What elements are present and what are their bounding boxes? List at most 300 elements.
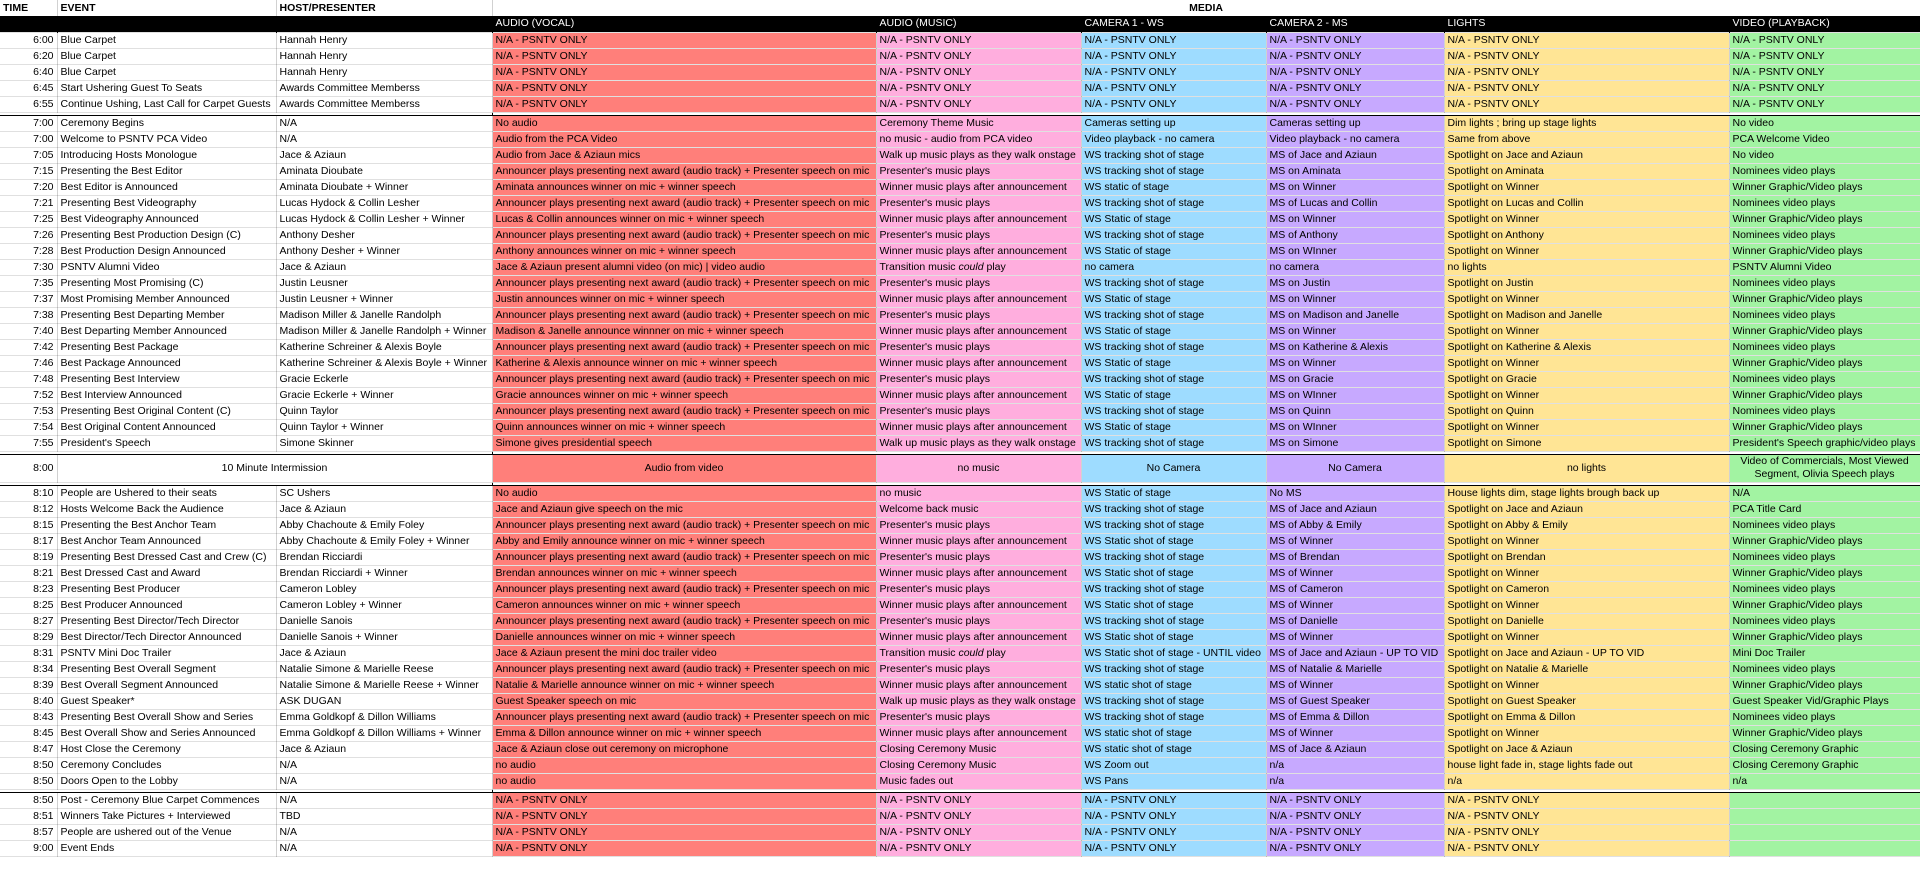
time-cell[interactable]: 7:26 [0,227,57,243]
audio-vocal-cell[interactable]: Audio from the PCA Video [492,131,876,147]
camera1-cell[interactable]: WS Static of stage [1081,323,1266,339]
event-cell[interactable]: President's Speech [57,435,276,451]
host-cell[interactable]: N/A [276,840,492,856]
camera1-cell[interactable]: no camera [1081,259,1266,275]
video-cell[interactable]: Winner Graphic/Video plays [1729,565,1920,581]
video-cell[interactable]: Nominees video plays [1729,163,1920,179]
audio-vocal-cell[interactable]: Announcer plays presenting next award (audio track) + Presenter speech on mic [492,195,876,211]
host-cell[interactable]: Hannah Henry [276,64,492,80]
lights-cell[interactable]: Spotlight on Brendan [1444,549,1729,565]
time-cell[interactable]: 7:40 [0,323,57,339]
time-cell[interactable]: 9:00 [0,840,57,856]
event-cell[interactable]: Best Package Announced [57,355,276,371]
video-cell[interactable]: N/A - PSNTV ONLY [1729,48,1920,64]
audio-vocal-cell[interactable]: Quinn announces winner on mic + winner speech [492,419,876,435]
camera1-cell[interactable]: WS tracking shot of stage [1081,517,1266,533]
event-cell[interactable]: Hosts Welcome Back the Audience [57,501,276,517]
video-cell[interactable] [1729,824,1920,840]
video-cell[interactable]: Nominees video plays [1729,549,1920,565]
audio-vocal-cell[interactable]: Natalie & Marielle announce winner on mic + winner speech [492,677,876,693]
camera1-cell[interactable]: WS static shot of stage [1081,677,1266,693]
audio-music-cell[interactable]: Presenter's music plays [876,613,1081,629]
video-cell[interactable] [1729,840,1920,856]
camera2-cell[interactable]: MS of Winner [1266,565,1444,581]
audio-vocal-cell[interactable]: Announcer plays presenting next award (audio track) + Presenter speech on mic [492,581,876,597]
event-cell[interactable]: Presenting Best Videography [57,195,276,211]
camera2-cell[interactable]: MS of Winner [1266,725,1444,741]
audio-vocal-cell[interactable]: no audio [492,773,876,789]
host-cell[interactable]: Quinn Taylor [276,403,492,419]
lights-cell[interactable]: Spotlight on Justin [1444,275,1729,291]
audio-vocal-cell[interactable]: Simone gives presidential speech [492,435,876,451]
camera1-cell[interactable]: WS tracking shot of stage [1081,147,1266,163]
event-cell[interactable]: Best Anchor Team Announced [57,533,276,549]
video-cell[interactable]: Closing Ceremony Graphic [1729,741,1920,757]
audio-vocal-cell[interactable]: Announcer plays presenting next award (audio track) + Presenter speech on mic [492,163,876,179]
video-cell[interactable]: No video [1729,147,1920,163]
audio-music-cell[interactable]: N/A - PSNTV ONLY [876,792,1081,808]
video-cell[interactable]: N/A - PSNTV ONLY [1729,64,1920,80]
camera2-cell[interactable]: MS of Brendan [1266,549,1444,565]
camera2-cell[interactable]: MS of Jace & Aziaun [1266,741,1444,757]
audio-vocal-cell[interactable]: Announcer plays presenting next award (audio track) + Presenter speech on mic [492,227,876,243]
lights-cell[interactable]: N/A - PSNTV ONLY [1444,48,1729,64]
video-cell[interactable]: Winner Graphic/Video plays [1729,291,1920,307]
time-cell[interactable]: 8:19 [0,549,57,565]
event-cell[interactable]: Presenting Most Promising (C) [57,275,276,291]
audio-vocal-cell[interactable]: Brendan announces winner on mic + winner speech [492,565,876,581]
event-cell[interactable]: People are Ushered to their seats [57,485,276,501]
time-cell[interactable]: 7:52 [0,387,57,403]
camera2-cell[interactable]: MS on Winner [1266,323,1444,339]
video-cell[interactable]: Winner Graphic/Video plays [1729,629,1920,645]
camera2-cell[interactable]: MS on Simone [1266,435,1444,451]
audio-music-cell[interactable]: Ceremony Theme Music [876,115,1081,131]
camera2-cell[interactable]: n/a [1266,757,1444,773]
audio-music-cell[interactable]: Music fades out [876,773,1081,789]
lights-cell[interactable]: N/A - PSNTV ONLY [1444,808,1729,824]
lights-cell[interactable]: N/A - PSNTV ONLY [1444,96,1729,112]
event-cell[interactable]: Best Director/Tech Director Announced [57,629,276,645]
time-cell[interactable]: 8:34 [0,661,57,677]
event-cell[interactable]: Presenting Best Director/Tech Director [57,613,276,629]
audio-vocal-cell[interactable]: Audio from video [492,454,876,482]
video-cell[interactable]: Winner Graphic/Video plays [1729,179,1920,195]
camera1-cell[interactable]: WS tracking shot of stage [1081,307,1266,323]
time-cell[interactable]: 7:05 [0,147,57,163]
camera1-cell[interactable]: WS Static shot of stage [1081,533,1266,549]
camera2-cell[interactable]: MS on Quinn [1266,403,1444,419]
host-cell[interactable]: Madison Miller & Janelle Randolph + Winner [276,323,492,339]
time-cell[interactable]: 8:43 [0,709,57,725]
audio-music-cell[interactable]: Winner music plays after announcement [876,533,1081,549]
audio-music-cell[interactable]: Winner music plays after announcement [876,355,1081,371]
video-cell[interactable]: Nominees video plays [1729,307,1920,323]
time-cell[interactable]: 6:00 [0,32,57,48]
lights-cell[interactable]: Spotlight on Winner [1444,533,1729,549]
audio-vocal-cell[interactable]: Jace & Aziaun present the mini doc trailer video [492,645,876,661]
lights-cell[interactable]: N/A - PSNTV ONLY [1444,792,1729,808]
time-cell[interactable]: 8:12 [0,501,57,517]
video-cell[interactable]: Winner Graphic/Video plays [1729,211,1920,227]
audio-vocal-cell[interactable]: Announcer plays presenting next award (audio track) + Presenter speech on mic [492,613,876,629]
lights-cell[interactable]: Dim lights ; bring up stage lights [1444,115,1729,131]
event-cell[interactable]: Guest Speaker* [57,693,276,709]
camera1-cell[interactable]: WS Static shot of stage [1081,629,1266,645]
camera2-cell[interactable]: No MS [1266,485,1444,501]
time-cell[interactable]: 6:20 [0,48,57,64]
audio-music-cell[interactable]: N/A - PSNTV ONLY [876,64,1081,80]
camera1-cell[interactable]: WS Zoom out [1081,757,1266,773]
camera2-cell[interactable]: MS of Natalie & Marielle [1266,661,1444,677]
host-cell[interactable]: ASK DUGAN [276,693,492,709]
host-cell[interactable]: Awards Committee Memberss [276,80,492,96]
video-cell[interactable]: Winner Graphic/Video plays [1729,725,1920,741]
lights-cell[interactable]: Spotlight on Winner [1444,419,1729,435]
event-cell[interactable]: Best Original Content Announced [57,419,276,435]
audio-vocal-cell[interactable]: Guest Speaker speech on mic [492,693,876,709]
lights-cell[interactable]: Spotlight on Gracie [1444,371,1729,387]
host-cell[interactable]: Lucas Hydock & Collin Lesher [276,195,492,211]
audio-vocal-cell[interactable]: Announcer plays presenting next award (audio track) + Presenter speech on mic [492,275,876,291]
audio-music-cell[interactable]: Walk up music plays as they walk onstage [876,147,1081,163]
audio-vocal-cell[interactable]: Jace & Aziaun present alumni video (on mic) | video audio [492,259,876,275]
host-cell[interactable]: Brendan Ricciardi [276,549,492,565]
camera2-cell[interactable]: MS of Winner [1266,533,1444,549]
time-cell[interactable]: 8:15 [0,517,57,533]
audio-music-cell[interactable]: Presenter's music plays [876,709,1081,725]
time-cell[interactable]: 7:38 [0,307,57,323]
video-cell[interactable]: Nominees video plays [1729,195,1920,211]
audio-music-cell[interactable]: Presenter's music plays [876,163,1081,179]
camera2-cell[interactable]: MS on Winner [1266,355,1444,371]
camera1-cell[interactable]: N/A - PSNTV ONLY [1081,48,1266,64]
time-cell[interactable]: 7:46 [0,355,57,371]
host-cell[interactable]: TBD [276,808,492,824]
host-cell[interactable]: Gracie Eckerle + Winner [276,387,492,403]
event-cell[interactable]: Continue Ushing, Last Call for Carpet Guests [57,96,276,112]
audio-vocal-cell[interactable]: Emma & Dillon announce winner on mic + winner speech [492,725,876,741]
camera1-cell[interactable]: WS Static of stage [1081,387,1266,403]
audio-vocal-cell[interactable]: Announcer plays presenting next award (audio track) + Presenter speech on mic [492,661,876,677]
video-cell[interactable]: N/A [1729,485,1920,501]
camera2-cell[interactable]: N/A - PSNTV ONLY [1266,824,1444,840]
host-cell[interactable]: Katherine Schreiner & Alexis Boyle [276,339,492,355]
audio-vocal-cell[interactable]: N/A - PSNTV ONLY [492,840,876,856]
time-cell[interactable]: 7:25 [0,211,57,227]
camera1-cell[interactable]: WS tracking shot of stage [1081,581,1266,597]
audio-vocal-cell[interactable]: Announcer plays presenting next award (audio track) + Presenter speech on mic [492,307,876,323]
event-cell[interactable]: Start Ushering Guest To Seats [57,80,276,96]
camera2-cell[interactable]: Cameras setting up [1266,115,1444,131]
lights-cell[interactable]: N/A - PSNTV ONLY [1444,32,1729,48]
camera2-cell[interactable]: MS of Danielle [1266,613,1444,629]
time-cell[interactable]: 7:37 [0,291,57,307]
host-cell[interactable]: Cameron Lobley [276,581,492,597]
camera2-cell[interactable]: N/A - PSNTV ONLY [1266,808,1444,824]
audio-music-cell[interactable]: no music [876,454,1081,482]
event-cell[interactable]: Presenting Best Original Content (C) [57,403,276,419]
host-cell[interactable]: Lucas Hydock & Collin Lesher + Winner [276,211,492,227]
time-cell[interactable]: 7:48 [0,371,57,387]
audio-music-cell[interactable]: Winner music plays after announcement [876,419,1081,435]
video-cell[interactable]: Winner Graphic/Video plays [1729,533,1920,549]
camera1-cell[interactable]: WS static of stage [1081,179,1266,195]
host-cell[interactable]: Justin Leusner + Winner [276,291,492,307]
audio-music-cell[interactable]: Closing Ceremony Music [876,757,1081,773]
camera2-cell[interactable]: MS of Lucas and Collin [1266,195,1444,211]
time-cell[interactable]: 8:29 [0,629,57,645]
host-cell[interactable]: Brendan Ricciardi + Winner [276,565,492,581]
camera1-cell[interactable]: WS Static of stage [1081,291,1266,307]
time-cell[interactable]: 7:21 [0,195,57,211]
audio-music-cell[interactable]: N/A - PSNTV ONLY [876,32,1081,48]
time-cell[interactable]: 8:10 [0,485,57,501]
audio-music-cell[interactable]: Presenter's music plays [876,307,1081,323]
lights-cell[interactable]: Spotlight on Winner [1444,179,1729,195]
time-cell[interactable]: 6:40 [0,64,57,80]
video-cell[interactable]: PSNTV Alumni Video [1729,259,1920,275]
video-cell[interactable]: Nominees video plays [1729,709,1920,725]
camera1-cell[interactable]: Cameras setting up [1081,115,1266,131]
lights-cell[interactable]: Spotlight on Simone [1444,435,1729,451]
lights-cell[interactable]: Spotlight on Winner [1444,629,1729,645]
audio-music-cell[interactable]: Winner music plays after announcement [876,243,1081,259]
lights-cell[interactable]: N/A - PSNTV ONLY [1444,80,1729,96]
time-cell[interactable]: 7:15 [0,163,57,179]
video-cell[interactable]: Winner Graphic/Video plays [1729,323,1920,339]
video-cell[interactable]: PCA Welcome Video [1729,131,1920,147]
host-cell[interactable]: Abby Chachoute & Emily Foley + Winner [276,533,492,549]
video-cell[interactable]: Mini Doc Trailer [1729,645,1920,661]
lights-cell[interactable]: N/A - PSNTV ONLY [1444,64,1729,80]
time-cell[interactable]: 8:45 [0,725,57,741]
camera1-cell[interactable]: WS Static shot of stage - UNTIL video [1081,645,1266,661]
time-cell[interactable]: 6:45 [0,80,57,96]
audio-vocal-cell[interactable]: Announcer plays presenting next award (audio track) + Presenter speech on mic [492,549,876,565]
camera2-cell[interactable]: MS of Winner [1266,629,1444,645]
time-cell[interactable]: 7:42 [0,339,57,355]
camera2-cell[interactable]: No Camera [1266,454,1444,482]
audio-vocal-cell[interactable]: no audio [492,757,876,773]
host-cell[interactable]: Jace & Aziaun [276,741,492,757]
event-cell[interactable]: Blue Carpet [57,48,276,64]
time-cell[interactable]: 7:00 [0,115,57,131]
event-cell[interactable]: Event Ends [57,840,276,856]
event-cell[interactable]: Best Overall Segment Announced [57,677,276,693]
audio-music-cell[interactable]: Presenter's music plays [876,517,1081,533]
camera2-cell[interactable]: n/a [1266,773,1444,789]
time-cell[interactable]: 8:51 [0,808,57,824]
lights-cell[interactable]: Spotlight on Madison and Janelle [1444,307,1729,323]
host-cell[interactable]: Danielle Sanois + Winner [276,629,492,645]
camera2-cell[interactable]: MS of Abby & Emily [1266,517,1444,533]
audio-music-cell[interactable]: N/A - PSNTV ONLY [876,824,1081,840]
camera2-cell[interactable]: MS on Winner [1266,291,1444,307]
lights-cell[interactable]: Spotlight on Winner [1444,211,1729,227]
time-cell[interactable]: 8:40 [0,693,57,709]
audio-music-cell[interactable]: Winner music plays after announcement [876,677,1081,693]
audio-music-cell[interactable]: Presenter's music plays [876,195,1081,211]
host-cell[interactable]: Jace & Aziaun [276,259,492,275]
host-cell[interactable]: Anthony Desher + Winner [276,243,492,259]
time-cell[interactable]: 8:31 [0,645,57,661]
lights-cell[interactable]: Spotlight on Emma & Dillon [1444,709,1729,725]
lights-cell[interactable]: Spotlight on Winner [1444,291,1729,307]
event-cell[interactable]: Introducing Hosts Monologue [57,147,276,163]
camera1-cell[interactable]: WS static shot of stage [1081,725,1266,741]
host-cell[interactable]: N/A [276,792,492,808]
video-cell[interactable]: Winner Graphic/Video plays [1729,597,1920,613]
host-cell[interactable]: Aminata Dioubate + Winner [276,179,492,195]
lights-cell[interactable]: Spotlight on Guest Speaker [1444,693,1729,709]
camera2-cell[interactable]: MS of Jace and Aziaun [1266,147,1444,163]
audio-music-cell[interactable]: Welcome back music [876,501,1081,517]
lights-cell[interactable]: n/a [1444,773,1729,789]
audio-music-cell[interactable]: Presenter's music plays [876,581,1081,597]
camera1-cell[interactable]: WS Static shot of stage [1081,597,1266,613]
camera2-cell[interactable]: MS on Gracie [1266,371,1444,387]
event-cell[interactable]: Presenting Best Interview [57,371,276,387]
video-cell[interactable]: n/a [1729,773,1920,789]
video-cell[interactable]: Winner Graphic/Video plays [1729,677,1920,693]
event-cell[interactable]: Best Interview Announced [57,387,276,403]
event-cell[interactable]: PSNTV Alumni Video [57,259,276,275]
video-cell[interactable]: Winner Graphic/Video plays [1729,419,1920,435]
camera2-cell[interactable]: MS of Winner [1266,597,1444,613]
host-cell[interactable]: Emma Goldkopf & Dillon Williams + Winner [276,725,492,741]
video-cell[interactable]: Nominees video plays [1729,403,1920,419]
audio-vocal-cell[interactable]: Madison & Janelle announce winnner on mic + winner speech [492,323,876,339]
camera1-cell[interactable]: WS Static of stage [1081,419,1266,435]
camera2-cell[interactable]: MS of Emma & Dillon [1266,709,1444,725]
event-cell[interactable]: Presenting Best Production Design (C) [57,227,276,243]
camera1-cell[interactable]: N/A - PSNTV ONLY [1081,64,1266,80]
audio-music-cell[interactable]: Presenter's music plays [876,403,1081,419]
event-cell[interactable]: People are ushered out of the Venue [57,824,276,840]
event-cell[interactable]: Doors Open to the Lobby [57,773,276,789]
host-cell[interactable]: Anthony Desher [276,227,492,243]
audio-vocal-cell[interactable]: Announcer plays presenting next award (audio track) + Presenter speech on mic [492,371,876,387]
camera2-cell[interactable]: MS on Winner [1266,211,1444,227]
audio-music-cell[interactable]: no music - audio from PCA video [876,131,1081,147]
camera1-cell[interactable]: WS tracking shot of stage [1081,613,1266,629]
audio-music-cell[interactable]: Winner music plays after announcement [876,323,1081,339]
time-cell[interactable]: 8:50 [0,757,57,773]
host-cell[interactable]: Hannah Henry [276,48,492,64]
audio-vocal-cell[interactable]: Jace & Aziaun close out ceremony on microphone [492,741,876,757]
lights-cell[interactable]: Spotlight on Winner [1444,565,1729,581]
video-cell[interactable]: Winner Graphic/Video plays [1729,243,1920,259]
lights-cell[interactable]: no lights [1444,259,1729,275]
event-cell[interactable]: Best Overall Show and Series Announced [57,725,276,741]
lights-cell[interactable]: no lights [1444,454,1729,482]
camera2-cell[interactable]: N/A - PSNTV ONLY [1266,64,1444,80]
event-cell[interactable]: Winners Take Pictures + Interviewed [57,808,276,824]
camera2-cell[interactable]: N/A - PSNTV ONLY [1266,96,1444,112]
audio-vocal-cell[interactable]: Katherine & Alexis announce winner on mic + winner speech [492,355,876,371]
audio-vocal-cell[interactable]: N/A - PSNTV ONLY [492,80,876,96]
host-cell[interactable]: Hannah Henry [276,32,492,48]
video-cell[interactable]: Nominees video plays [1729,661,1920,677]
host-cell[interactable]: N/A [276,115,492,131]
camera2-cell[interactable]: MS of Cameron [1266,581,1444,597]
audio-vocal-cell[interactable]: N/A - PSNTV ONLY [492,808,876,824]
lights-cell[interactable]: Spotlight on Winner [1444,355,1729,371]
event-cell[interactable]: Welcome to PSNTV PCA Video [57,131,276,147]
event-cell[interactable]: Presenting Best Overall Show and Series [57,709,276,725]
video-cell[interactable]: Nominees video plays [1729,275,1920,291]
camera1-cell[interactable]: N/A - PSNTV ONLY [1081,80,1266,96]
camera2-cell[interactable]: MS of Guest Speaker [1266,693,1444,709]
lights-cell[interactable]: Spotlight on Quinn [1444,403,1729,419]
camera1-cell[interactable]: WS tracking shot of stage [1081,709,1266,725]
lights-cell[interactable]: Spotlight on Cameron [1444,581,1729,597]
lights-cell[interactable]: Spotlight on Danielle [1444,613,1729,629]
camera2-cell[interactable]: no camera [1266,259,1444,275]
time-cell[interactable]: 7:00 [0,131,57,147]
camera1-cell[interactable]: N/A - PSNTV ONLY [1081,840,1266,856]
event-cell[interactable]: Best Editor is Announced [57,179,276,195]
host-cell[interactable]: Natalie Simone & Marielle Reese [276,661,492,677]
video-cell[interactable]: Winner Graphic/Video plays [1729,387,1920,403]
video-cell[interactable]: Nominees video plays [1729,581,1920,597]
audio-vocal-cell[interactable]: N/A - PSNTV ONLY [492,48,876,64]
event-cell[interactable]: Post - Ceremony Blue Carpet Commences [57,792,276,808]
audio-vocal-cell[interactable]: No audio [492,485,876,501]
camera2-cell[interactable]: MS on Justin [1266,275,1444,291]
audio-vocal-cell[interactable]: Announcer plays presenting next award (audio track) + Presenter speech on mic [492,339,876,355]
video-cell[interactable]: N/A - PSNTV ONLY [1729,32,1920,48]
video-cell[interactable]: President's Speech graphic/video plays [1729,435,1920,451]
time-cell[interactable]: 7:35 [0,275,57,291]
video-cell[interactable]: PCA Title Card [1729,501,1920,517]
audio-vocal-cell[interactable]: No audio [492,115,876,131]
time-cell[interactable]: 8:39 [0,677,57,693]
camera1-cell[interactable]: WS Pans [1081,773,1266,789]
time-cell[interactable]: 8:17 [0,533,57,549]
camera2-cell[interactable]: N/A - PSNTV ONLY [1266,792,1444,808]
host-cell[interactable]: Emma Goldkopf & Dillon Williams [276,709,492,725]
camera1-cell[interactable]: WS static shot of stage [1081,741,1266,757]
audio-vocal-cell[interactable]: Aminata announces winner on mic + winner speech [492,179,876,195]
event-cell[interactable]: Best Videography Announced [57,211,276,227]
host-cell[interactable]: N/A [276,773,492,789]
lights-cell[interactable]: Spotlight on Jace and Aziaun [1444,147,1729,163]
audio-music-cell[interactable]: Winner music plays after announcement [876,629,1081,645]
lights-cell[interactable]: Spotlight on Katherine & Alexis [1444,339,1729,355]
audio-vocal-cell[interactable]: Announcer plays presenting next award (audio track) + Presenter speech on mic [492,709,876,725]
host-cell[interactable]: Katherine Schreiner & Alexis Boyle + Winner [276,355,492,371]
host-cell[interactable]: N/A [276,757,492,773]
lights-cell[interactable]: Spotlight on Anthony [1444,227,1729,243]
event-cell[interactable]: Presenting Best Package [57,339,276,355]
audio-music-cell[interactable]: Walk up music plays as they walk onstage [876,693,1081,709]
camera1-cell[interactable]: WS Static of stage [1081,485,1266,501]
audio-vocal-cell[interactable]: N/A - PSNTV ONLY [492,64,876,80]
lights-cell[interactable]: Spotlight on Winner [1444,677,1729,693]
event-cell[interactable]: Presenting the Best Anchor Team [57,517,276,533]
audio-vocal-cell[interactable]: Cameron announces winner on mic + winner speech [492,597,876,613]
video-cell[interactable] [1729,792,1920,808]
event-cell[interactable]: Best Departing Member Announced [57,323,276,339]
camera2-cell[interactable]: MS of Jace and Aziaun [1266,501,1444,517]
lights-cell[interactable]: Spotlight on Winner [1444,323,1729,339]
time-cell[interactable]: 8:50 [0,773,57,789]
camera1-cell[interactable]: N/A - PSNTV ONLY [1081,808,1266,824]
audio-music-cell[interactable]: Presenter's music plays [876,661,1081,677]
audio-vocal-cell[interactable]: N/A - PSNTV ONLY [492,824,876,840]
